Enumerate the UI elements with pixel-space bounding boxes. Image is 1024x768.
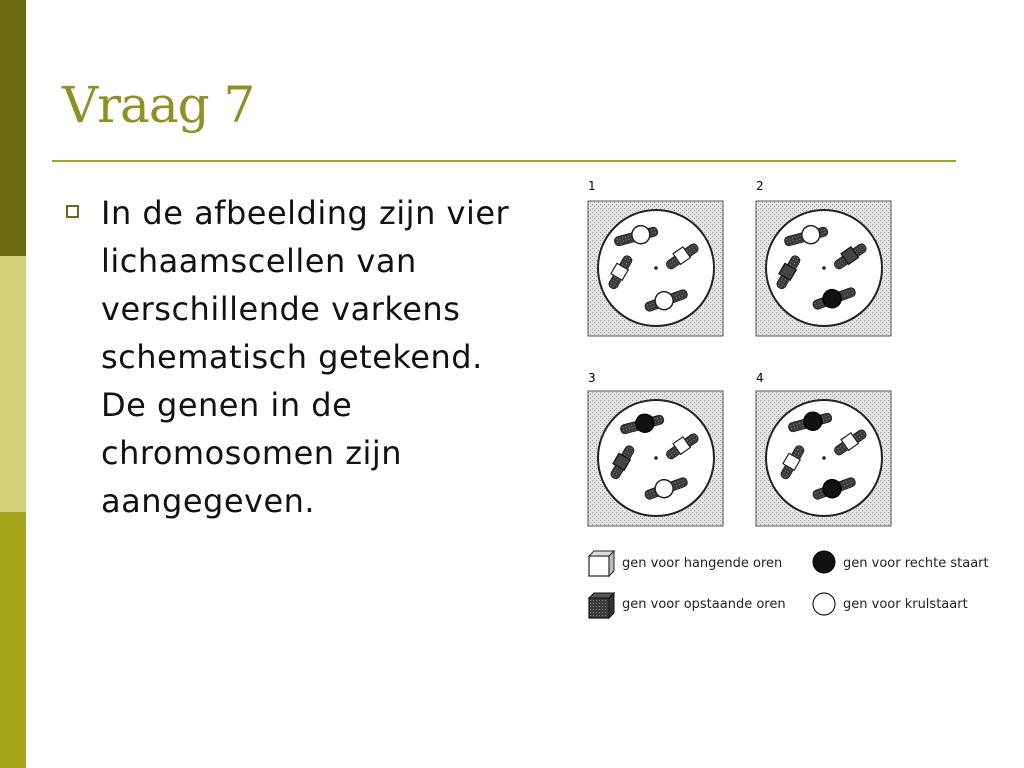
sidebar-band-mid [0, 512, 26, 768]
legend-label-krulstaart: gen voor krulstaart [843, 597, 968, 612]
legend [589, 551, 989, 618]
cell-3 [588, 391, 723, 526]
title-divider [52, 160, 956, 162]
sidebar-band-dark [0, 0, 26, 256]
cell-4 [756, 391, 891, 526]
cell-number-1: 1 [588, 179, 596, 193]
cell-number-2: 2 [756, 179, 764, 193]
cell-2 [756, 201, 891, 336]
cells-figure [580, 176, 1000, 626]
legend-label-rechte-staart: gen voor rechte staart [843, 556, 989, 571]
cell-number-3: 3 [588, 371, 596, 385]
slide-body-text: In de afbeelding zijn vier lichaamscellen van verschillende varkens schematisch getekend. De genen in de chromosomen zijn aangegeven. [101, 194, 510, 520]
slide-title: Vraag 7 [62, 76, 255, 134]
bullet-square-icon [66, 205, 79, 218]
white-cube-icon [589, 551, 614, 576]
white-ball-icon [813, 593, 835, 615]
black-ball-icon [813, 551, 835, 573]
legend-label-hangende-oren: gen voor hangende oren [622, 556, 783, 571]
cell-number-4: 4 [756, 371, 764, 385]
dark-cube-icon [589, 593, 614, 618]
cell-1 [588, 201, 723, 336]
legend-label-opstaande-oren: gen voor opstaande oren [622, 597, 786, 612]
sidebar-band-light [0, 256, 26, 512]
